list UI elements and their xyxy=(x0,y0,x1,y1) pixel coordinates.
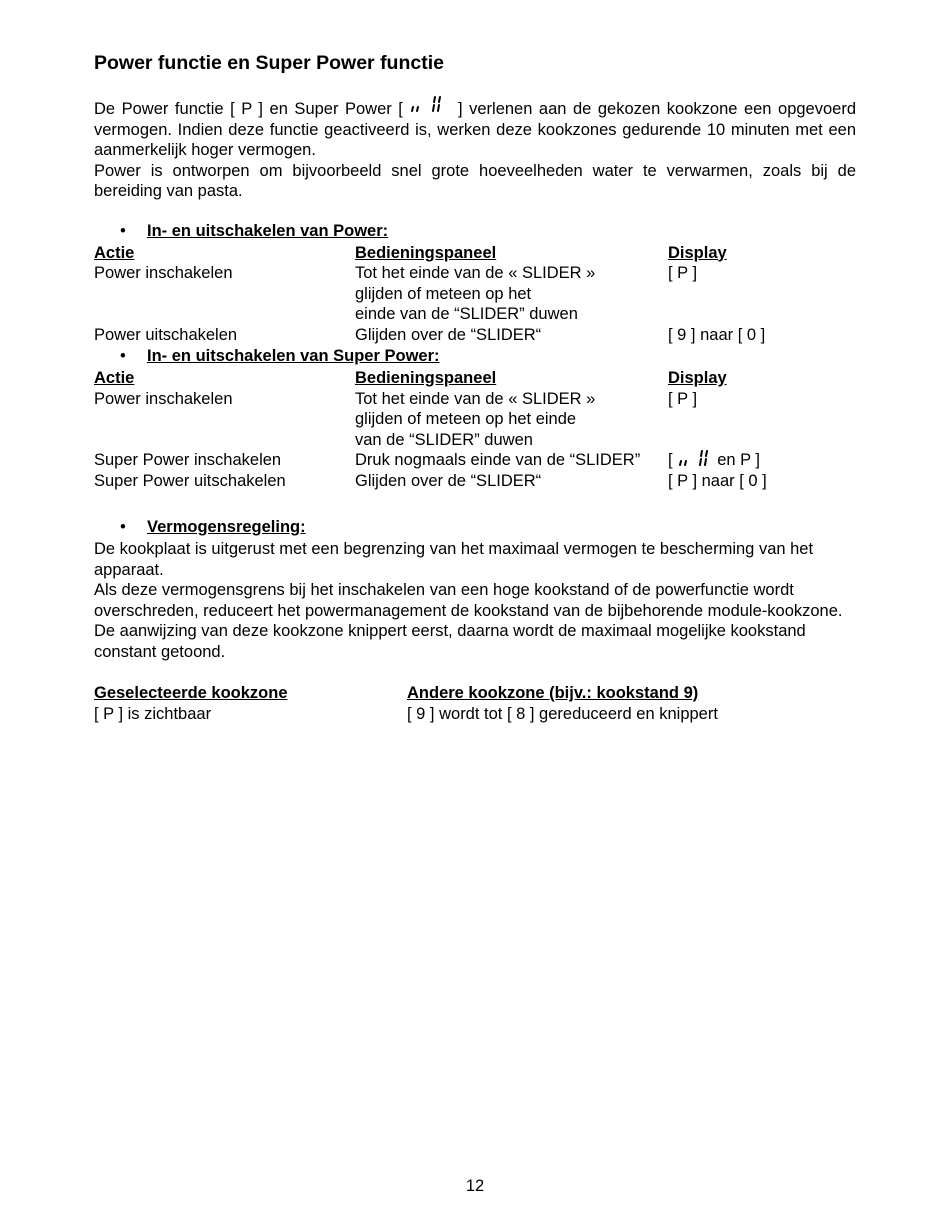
super-power-display-glyph xyxy=(409,95,451,120)
cell-paneel xyxy=(355,263,668,325)
cell-paneel: Glijden over de “SLIDER“ xyxy=(355,471,542,490)
cell-paneel: Glijden over de “SLIDER“ xyxy=(355,325,542,344)
table-row xyxy=(94,263,856,325)
page-number: 12 xyxy=(465,1177,485,1195)
cell-actie: Super Power uitschakelen xyxy=(94,471,286,490)
cell-display xyxy=(668,450,856,471)
cell-display: [ P ] xyxy=(668,264,698,282)
header-bedieningspaneel: Bedieningspaneel xyxy=(355,243,497,262)
display-text-a: [ xyxy=(668,451,673,469)
cell-paneel xyxy=(355,389,668,451)
table-row xyxy=(94,704,856,725)
section-heading-text: Vermogensregeling: xyxy=(147,518,306,536)
kookzone-table xyxy=(94,683,856,724)
section-heading-vermogensregeling xyxy=(94,517,856,539)
page-title: Power functie en Super Power functie xyxy=(94,52,444,74)
document-page xyxy=(94,50,856,724)
table-row xyxy=(94,471,856,492)
paneel-line: glijden of meteen op het einde xyxy=(355,410,577,428)
bullet-icon: • xyxy=(120,221,126,240)
table-row xyxy=(94,389,856,451)
super-power-segment-icon xyxy=(409,95,451,113)
paneel-line: van de “SLIDER” duwen xyxy=(355,430,533,449)
cell-actie: Power inschakelen xyxy=(94,264,233,282)
bullet-icon: • xyxy=(120,347,126,365)
intro-text-a: De Power functie [ P ] en Super Power [ xyxy=(94,100,403,118)
display-text-b: en P ] xyxy=(717,451,761,469)
table-header-row xyxy=(94,683,856,704)
header-geselecteerde-kookzone: Geselecteerde kookzone xyxy=(94,684,288,702)
vermogen-paragraph-2: Als deze vermogensgrens bij het inschakelen van een hoge kookstand of de powerfunctie wordt overschreden, reduceert het powermanagement de kookstand van de bijbehorende module-kookzone. De aanwijzing van deze kookzone knippert eerst, daarna wordt de maximaal mogelijke kookstand constant getoond. xyxy=(94,581,843,661)
power-table xyxy=(94,243,856,346)
header-actie: Actie xyxy=(94,243,135,262)
header-display: Display xyxy=(668,369,727,387)
header-bedieningspaneel: Bedieningspaneel xyxy=(355,369,497,387)
section-heading-power xyxy=(94,221,856,243)
table-row xyxy=(94,325,856,346)
cell-andere: [ 9 ] wordt tot [ 8 ] gereduceerd en knippert xyxy=(407,704,718,723)
bullet-icon: • xyxy=(120,518,126,536)
intro-text-b: ] verlenen aan de gekozen kookzone een opgevoerd vermogen. Indien deze functie geactiveerd is, werken deze kookzones gedurende 10 minuten met een aanmerkelijk hoger vermogen. xyxy=(94,100,857,159)
paneel-line: glijden of meteen op het xyxy=(355,284,532,303)
cell-actie: Super Power inschakelen xyxy=(94,451,282,469)
cell-display: [ P ] naar [ 0 ] xyxy=(668,471,767,490)
section-heading-text: In- en uitschakelen van Super Power: xyxy=(147,347,440,365)
table-header-row xyxy=(94,243,856,264)
paneel-line: Tot het einde van de « SLIDER » xyxy=(355,264,596,282)
cell-display: [ 9 ] naar [ 0 ] xyxy=(668,325,766,344)
cell-display: [ P ] xyxy=(668,389,698,408)
table-row xyxy=(94,450,856,471)
cell-actie: Power uitschakelen xyxy=(94,325,238,344)
cell-geselecteerde: [ P ] is zichtbaar xyxy=(94,704,212,723)
header-andere-kookzone: Andere kookzone (bijv.: kookstand 9) xyxy=(407,684,699,702)
intro-paragraph-1 xyxy=(94,95,856,161)
intro-paragraph-2: Power is ontworpen om bijvoorbeeld snel grote hoeveelheden water te verwarmen, zoals bij de bereiding van pasta. xyxy=(94,161,856,200)
section-heading-text: In- en uitschakelen van Power: xyxy=(147,221,389,240)
cell-paneel: Druk nogmaals einde van de “SLIDER” xyxy=(355,451,641,469)
super-power-table xyxy=(94,368,856,491)
paneel-line: einde van de “SLIDER” duwen xyxy=(355,305,578,323)
section-heading-super-power xyxy=(94,346,856,368)
header-display: Display xyxy=(668,243,727,262)
paneel-line: Tot het einde van de « SLIDER » xyxy=(355,389,596,408)
super-power-segment-icon xyxy=(677,450,717,466)
vermogen-paragraph-1: De kookplaat is uitgerust met een begrenzing van het maximaal vermogen te bescherming van het apparaat. xyxy=(94,540,814,579)
table-header-row xyxy=(94,368,856,389)
cell-actie: Power inschakelen xyxy=(94,389,233,408)
header-actie: Actie xyxy=(94,369,135,387)
